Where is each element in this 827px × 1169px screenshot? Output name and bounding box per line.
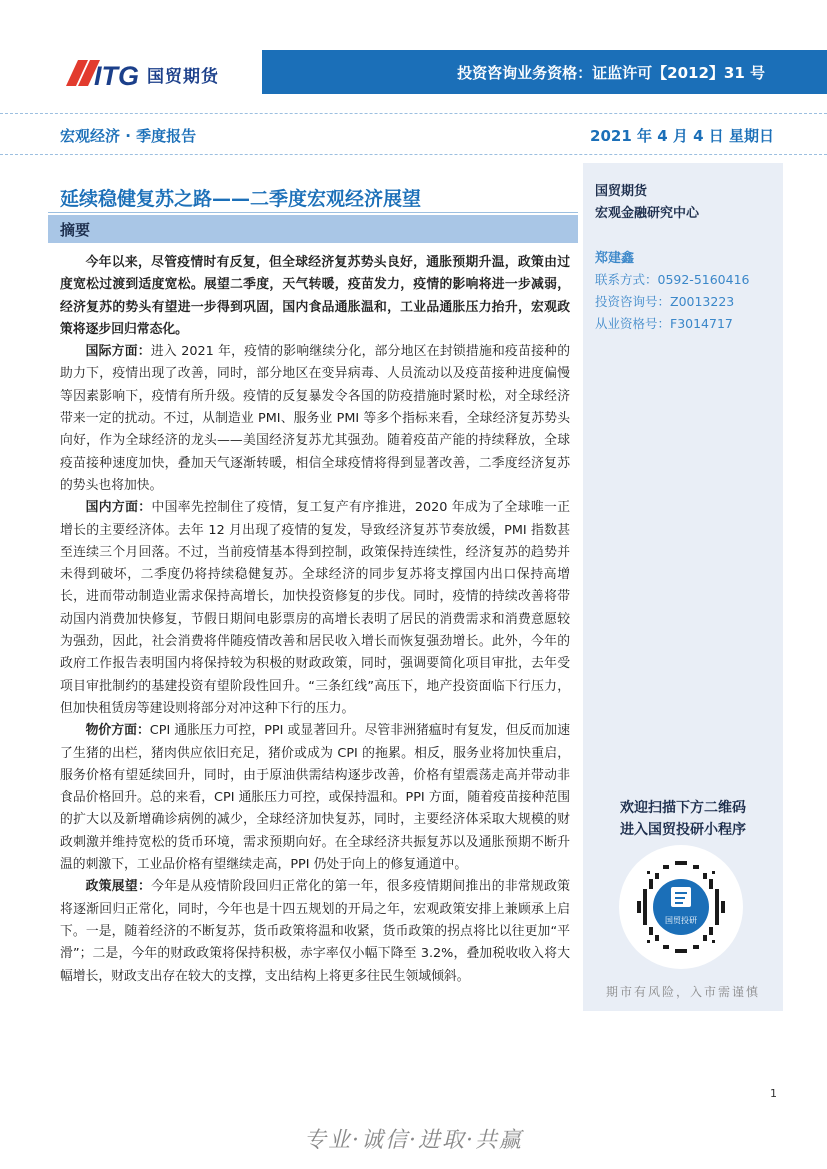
section-text: 今年是从疫情阶段回归正常化的第一年，很多疫情期间推出的非常规政策将逐渐回归正常化，同时，今年也是十四五规划的开局之年，宏观政策安排上兼顾承上启下。一是，随着经济的不断复苏，货币政策将温和收紧，货币政策的拐点将比以往更加“平滑”；二是，今年的财政政策将保持积极，赤字率仅小幅下降至 3.2%，叠加税收收入将大幅增长，财政支出存在较大的支撑，支出结构上将更多往民生领域倾斜。	[60, 879, 571, 984]
page-number: 1	[770, 1087, 777, 1100]
header-divider	[0, 113, 827, 114]
dept-name: 宏观金融研究中心	[595, 206, 700, 221]
consult-number: 投资咨询号：Z0013223	[595, 294, 735, 309]
abstract-label: 摘要	[60, 221, 91, 239]
header-divider-bottom	[0, 154, 827, 155]
report-category: 宏观经济 · 季度报告	[60, 127, 197, 145]
org-name: 国贸期货	[595, 184, 648, 199]
sidebar	[583, 163, 783, 1011]
svg-text:国贸投研: 国贸投研	[665, 916, 697, 925]
section-prices	[60, 720, 570, 876]
section-international	[60, 341, 570, 497]
logo-text: 国贸期货	[147, 67, 219, 87]
section-text: 进入 2021 年，疫情的影响继续分化，部分地区在封锁措施和疫苗接种的助力下，疫情出现了改善，同时，部分地区在变异病毒、人员流动以及疫苗接种进度偏慢等因素影响下，疫情有所升级。疫情的反复暴发令各国的防疫措施时紧时松，对全球经济带来一定的扰动。不过，从制造业 PMI、服务业 PMI 等多个指标来看，全球经济复苏势头向好，作为全球经济的龙头——美国经济复苏尤其强劲。随着疫苗产能的持续释放，全球疫苗接种速度加快，叠加天气逐渐转暖，相信全球疫情将得到显著改善，二季度经济复苏的势头也将加快。	[60, 344, 571, 493]
footer-slogan: 专业·诚信·进取·共赢	[304, 1128, 523, 1153]
logo-area	[0, 50, 262, 94]
lead-paragraph: 今年以来，尽管疫情时有反复，但全球经济复苏势头良好，通胀预期升温，政策由过度宽松过渡到适度宽松。展望二季度，天气转暖，疫苗发力，疫情的影响将进一步减弱，经济复苏的势头有望进一步得到巩固，国内食品通胀温和，工业品通胀压力抬升，宏观政策将逐步回归常态化。	[60, 255, 570, 337]
abstract-bar	[48, 215, 578, 243]
contact-info: 联系方式：0592-5160416	[595, 272, 750, 287]
itg-logo	[64, 58, 144, 88]
section-heading: 物价方面：	[85, 723, 150, 739]
section-policy	[60, 876, 570, 987]
report-title: 延续稳健复苏之路——二季度宏观经济展望	[60, 188, 422, 210]
qr-caption-1: 欢迎扫描下方二维码	[620, 800, 746, 816]
analyst-name: 郑建鑫	[595, 251, 635, 266]
risk-warning: 期市有风险，入市需谨慎	[605, 985, 760, 999]
section-text: 中国率先控制住了疫情，复工复产有序推进，2020 年成为了全球唯一正增长的主要经济体。去年 12 月出现了疫情的复发，导致经济复苏节奏放缓，PMI 指数甚至连续三个月回落。不过，当前疫情基本得到控制，政策保持连续性，经济复苏的趋势并未得到破坏，二季度仍将持续稳健复苏。全球经济的同步复苏将支撑国内出口保持高增长，进而带动制造业需求保持高增长，加快投资修复的步伐。同时，疫情的持续改善将带动国内消费加快修复，节假日期间电影票房的高增长表明了居民的消费需求和消费意愿较为强劲，因此，社会消费将伴随疫情改善和居民收入增长而恢复强劲增长。此外，今年的政府工作报告表明国内将保持较为积极的财政政策，同时，强调要简化项目审批，去年受项目审批制约的基建投资有望阶段性回升。“三条红线”高压下，地产投资面临下行压力，但加快租赁房等建设则将部分对冲这种下行的压力。	[60, 500, 571, 716]
qualification-text: 投资咨询业务资格：证监许可【2012】31 号	[457, 64, 765, 82]
section-heading: 国际方面：	[85, 344, 151, 360]
abstract-body	[60, 252, 570, 988]
mini-program-qr-code[interactable]	[617, 843, 745, 971]
report-date: 2021 年 4 月 4 日 星期日	[590, 127, 774, 145]
section-heading: 国内方面：	[85, 500, 152, 516]
license-number: 从业资格号：F3014717	[595, 316, 733, 331]
qr-caption-2: 进入国贸投研小程序	[620, 822, 746, 838]
title-rule	[48, 212, 578, 213]
top-banner	[0, 50, 827, 94]
section-text: CPI 通胀压力可控，PPI 或显著回升。尽管非洲猪瘟时有复发，但反而加速了生猪的出栏，猪肉供应依旧充足，猪价或成为 CPI 的拖累。相反，服务业将加快重启，服务价格有望延续回升，同时，由于原油供需结构逐步改善，价格有望震荡走高并带动非食品价格回升。总的来看，CPI 通胀压力可控，或保持温和。PPI 方面，随着疫苗接种范围的扩大以及新增确诊病例的减少，全球经济加快复苏，同时，主要经济体采取大规模的财政刺激并维持宽松的货币环境，需求预期向好。在全球经济共振复苏以及通胀预期不断升温的刺激下，工业品价格有望继续走高，PPI 仍处于向上的修复通道中。	[60, 723, 570, 873]
svg-text:ITG: ITG	[94, 61, 139, 88]
section-domestic	[60, 497, 570, 720]
section-heading: 政策展望：	[85, 879, 152, 895]
sidebar-org	[595, 181, 699, 225]
